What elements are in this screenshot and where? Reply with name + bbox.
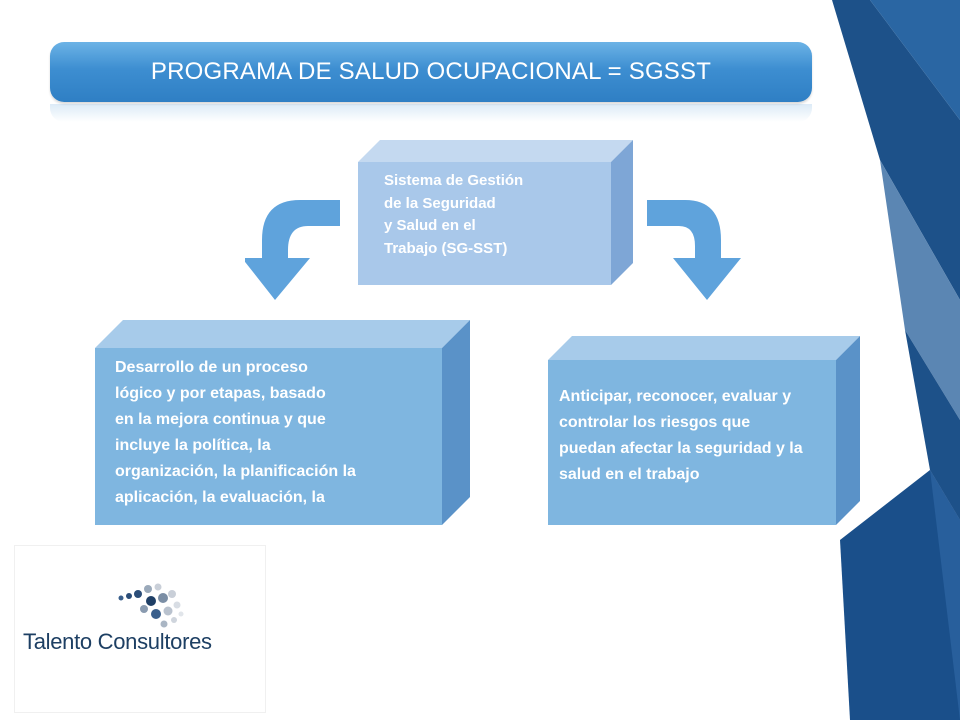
curved-arrow-down-left-icon: [245, 200, 340, 302]
right-box-line: salud en el trabajo: [559, 466, 700, 483]
left-box-line: incluye la política, la: [115, 437, 271, 454]
right-box: [548, 336, 860, 525]
left-box-line: aplicación, la evaluación, la: [115, 489, 325, 506]
right-box-line: Anticipar, reconocer, evaluar y: [559, 388, 792, 405]
center-box: [358, 140, 633, 285]
right-box-text: [559, 384, 860, 504]
left-box-line: lógico y por etapas, basado: [115, 385, 326, 402]
company-logo: [14, 545, 266, 713]
center-box-line: Sistema de Gestión: [384, 172, 524, 189]
center-box-text: [384, 170, 523, 260]
left-box-line: organización, la planificación la: [115, 463, 356, 480]
center-box-line: Trabajo (SG-SST): [384, 239, 508, 257]
left-box-line: en la mejora continua y que: [115, 411, 326, 428]
left-box-text: [115, 355, 445, 525]
dotted-sphere-logo-icon: [111, 574, 191, 634]
center-box-line: de la Seguridad: [384, 194, 496, 212]
title-banner: [50, 42, 812, 102]
right-box-line: controlar los riesgos que: [559, 414, 751, 431]
title-reflection: [50, 104, 812, 122]
center-box-line: y Salud en el: [384, 217, 476, 234]
slide-title: PROGRAMA DE SALUD OCUPACIONAL = SGSST: [150, 58, 712, 85]
curved-arrow-down-right-icon: [647, 200, 747, 302]
logo-company-name: Talento Consultores: [23, 629, 212, 654]
left-box-line: Desarrollo de un proceso: [115, 359, 308, 376]
left-box: [95, 320, 470, 525]
right-box-line: puedan afectar la seguridad y la: [559, 440, 803, 457]
